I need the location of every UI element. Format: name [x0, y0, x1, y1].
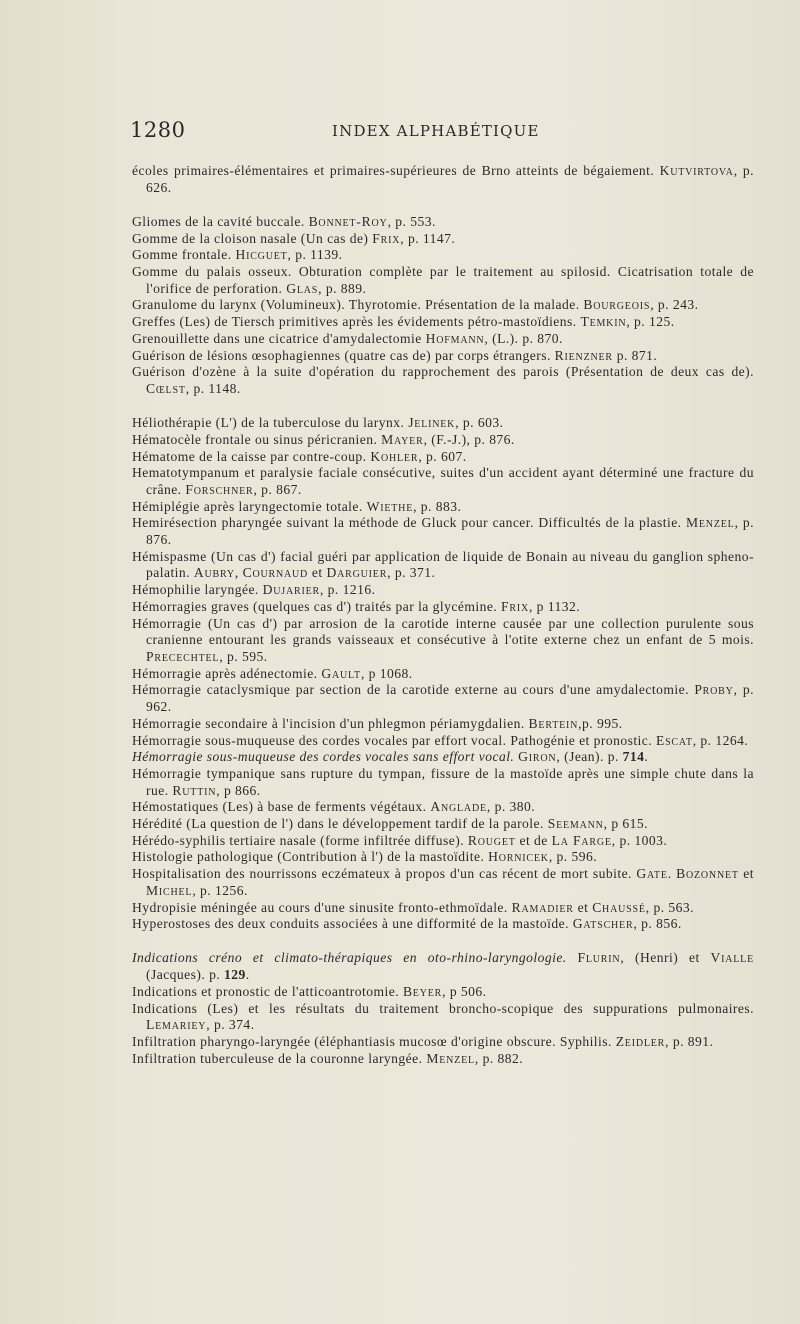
- index-entry: [132, 666, 754, 683]
- index-entry: [132, 163, 754, 196]
- index-entry: [132, 499, 754, 516]
- entry-text: , p. 596.: [548, 849, 598, 865]
- entry-text: Hémostatiques (Les) à base de ferments végétaux.: [132, 799, 431, 815]
- index-entry: [132, 916, 754, 933]
- entry-text: Hérédité (La question de l') dans le développement tardif de la parole.: [132, 816, 548, 832]
- entry-text: Infiltration tuberculeuse de la couronne laryngée.: [132, 1050, 427, 1066]
- entry-text: , p 1068.: [360, 665, 413, 681]
- author-name: Gate: [636, 866, 668, 882]
- entry-text: Gomme frontale.: [132, 247, 236, 263]
- author-name: Hofmann: [425, 330, 485, 346]
- entry-text: Hémorragie secondaire à l'incision d'un phlegmon périamygdalien.: [132, 715, 529, 731]
- entry-text: , p. 380.: [486, 799, 536, 815]
- entry-text: et: [573, 899, 593, 915]
- author-name: Jelinek: [408, 415, 456, 431]
- entry-text: , p. 1216.: [319, 582, 376, 598]
- entry-text: Hérédo-syphilis tertiaire nasale (forme infiltrée diffuse).: [132, 832, 468, 848]
- index-entry: [132, 733, 754, 750]
- author-name: Temkin: [580, 314, 627, 330]
- entry-text: Hémispasme (Un cas d') facial guéri par application de liquide de Bonain au niveau du ganglion spheno-palatin.: [132, 548, 754, 581]
- entry-text: Hematotympanum et paralysie faciale consécutive, suites d'un accident ayant déterminé une fracture du crâne.: [132, 465, 754, 497]
- index-entry: [132, 297, 754, 314]
- entry-text: ,: [234, 565, 243, 581]
- entry-text: , p. 1256.: [192, 882, 248, 898]
- author-name: Hicguet: [235, 247, 288, 263]
- author-name: Flurin: [577, 950, 621, 966]
- entry-text: Hémorragie cataclysmique par section de la carotide externe au cours d'une amydalectomie.: [132, 682, 695, 698]
- entry-text: .: [644, 749, 649, 765]
- entry-text: , p. 603.: [455, 415, 504, 431]
- entry-text: et: [308, 565, 327, 581]
- author-name: Ruttin: [172, 782, 217, 798]
- entry-text: , p. 607.: [418, 448, 467, 464]
- entry-text: , p 615.: [603, 816, 649, 832]
- entry-text: , p 1132.: [528, 598, 581, 614]
- running-title: INDEX ALPHABÉTIQUE: [332, 122, 540, 140]
- entry-text: , (F.-J.), p. 876.: [423, 431, 515, 447]
- index-entry: [132, 1051, 754, 1068]
- page-number: 1280: [130, 118, 186, 142]
- index-entry: [132, 432, 754, 449]
- entry-text: p. 871.: [612, 347, 658, 363]
- author-name: Escat: [655, 732, 693, 748]
- index-entry: [132, 264, 754, 297]
- entry-text: , p. 882.: [474, 1050, 524, 1066]
- author-name: Glas: [286, 280, 319, 296]
- entry-text: ,p. 995.: [578, 715, 623, 731]
- entry-text: Gomme de la cloison nasale (Un cas de): [132, 230, 373, 246]
- entry-text: Hospitalisation des nourrissons eczémateux à propos d'un cas récent de mort subite.: [132, 866, 637, 882]
- index-entry: [132, 599, 754, 616]
- entry-text: , (Jean). p.: [556, 749, 623, 765]
- page-header: [130, 118, 760, 150]
- entry-text: , p. 553.: [387, 213, 436, 229]
- entry-text: Indications et pronostic de l'atticoantrotomie.: [132, 983, 403, 999]
- entry-text: , p. 891.: [665, 1033, 714, 1049]
- index-entry: [132, 866, 754, 899]
- author-name: Cœlst: [146, 380, 186, 396]
- index-entry: [132, 1034, 754, 1051]
- author-name: Darguier: [326, 565, 388, 581]
- author-name: Menzel: [686, 515, 735, 531]
- author-name: Zeidler: [615, 1033, 666, 1049]
- author-name: Aubry: [193, 565, 235, 581]
- index-entry: [132, 415, 754, 432]
- entry-text: , p. 962.: [146, 682, 754, 715]
- entry-text: , p. 243.: [650, 297, 699, 313]
- author-name: Wiethe: [366, 498, 414, 514]
- index-entry: [132, 716, 754, 733]
- entry-text: , p. 125.: [626, 314, 675, 330]
- author-name: Vialle: [710, 950, 754, 966]
- index-entry: [132, 449, 754, 466]
- entry-text: , p. 1264.: [692, 732, 749, 748]
- entry-text: et de: [515, 832, 552, 848]
- index-section: [132, 214, 754, 398]
- index-entry: [132, 214, 754, 231]
- author-name: Gault: [321, 665, 361, 681]
- index-entry: [132, 515, 754, 548]
- entry-text: Indications (Les) et les résultats du traitement broncho-scopique des suppurations pulmonaires.: [132, 1000, 754, 1016]
- entry-text: Hémorragies graves (quelques cas d') traités par la glycémine.: [132, 598, 501, 614]
- entry-text: , p. 1139.: [287, 247, 343, 263]
- entry-text: , p. 867.: [253, 481, 302, 497]
- index-body: [132, 163, 754, 1085]
- entry-text: Hyperostoses des deux conduits associées à une difformité de la mastoïde.: [132, 916, 573, 932]
- author-name: Kutvirtova: [659, 163, 734, 178]
- index-entry: [132, 900, 754, 917]
- entry-text: Hémorragie (Un cas d') par arrosion de la carotide interne causée par une collection purulente sous cranienne entourant les grands vaisseaux et consécutive à l'otite externe chez un enfant de 5 mois.: [132, 615, 754, 648]
- index-entry: [132, 465, 754, 498]
- index-entry: [132, 682, 754, 715]
- index-entry: [132, 348, 754, 365]
- author-name: Mayer: [381, 431, 424, 447]
- entry-text: Gomme du palais osseux. Obturation complète par le traitement au spilosid. Cicatrisation totale de l'orifice de perforation.: [132, 264, 754, 296]
- index-entry: [132, 799, 754, 816]
- entry-text: Greffes (Les) de Tiersch primitives après les évidements pétro-mastoïdiens.: [132, 314, 581, 330]
- author-name: Seemann: [547, 816, 604, 832]
- author-name: Hornicek: [488, 849, 549, 865]
- entry-text: Granulome du larynx (Volumineux). Thyrotomie. Présentation de la malade.: [132, 297, 584, 313]
- author-name: La Farge: [551, 832, 612, 848]
- index-entry: [132, 582, 754, 599]
- author-name: Precechtel: [146, 648, 220, 664]
- author-name: Frix: [372, 230, 401, 246]
- index-entry: [132, 231, 754, 248]
- index-section: [132, 163, 754, 196]
- entry-text: (Jacques). p.: [146, 967, 225, 983]
- entry-text: , p. 1147.: [400, 230, 456, 246]
- index-section: [132, 950, 754, 1067]
- entry-text: , (L.). p. 870.: [484, 330, 563, 346]
- author-name: Forschner: [185, 481, 254, 497]
- entry-text: , p. 889.: [318, 280, 367, 296]
- index-entry: [132, 549, 754, 582]
- index-entry: [132, 364, 754, 397]
- entry-text: Hémophilie laryngée.: [132, 582, 263, 598]
- entry-text: , p. 856.: [633, 916, 682, 932]
- index-entry: [132, 1001, 754, 1034]
- author-name: Chaussé: [592, 899, 646, 915]
- author-name: Frix: [501, 598, 529, 614]
- author-name: Lemariey: [146, 1017, 207, 1033]
- index-entry: [132, 749, 754, 766]
- entry-text: Guérison d'ozène à la suite d'opération du rapprochement des parois (Présentation de deux cas de).: [132, 364, 754, 380]
- author-name: Cournaud: [242, 565, 309, 581]
- author-name: Giron: [518, 749, 557, 765]
- entry-text: , p. 1148.: [185, 380, 241, 396]
- index-entry: [132, 833, 754, 850]
- index-entry: [132, 849, 754, 866]
- entry-text: Hémorragie après adénectomie.: [132, 665, 322, 681]
- entry-text: , p. 876.: [146, 515, 754, 548]
- entry-text: , p 506.: [442, 983, 487, 999]
- entry-text: , p. 595.: [219, 648, 268, 664]
- author-name: Bertein: [528, 715, 579, 731]
- entry-text: , p. 374.: [206, 1017, 255, 1033]
- author-name: Rouget: [467, 832, 516, 848]
- entry-text: Hématocèle frontale ou sinus péricranien.: [132, 431, 382, 447]
- index-section: [132, 415, 754, 933]
- entry-text: Hydropisie méningée au cours d'une sinusite fronto-ethmoïdale.: [132, 899, 512, 915]
- entry-text: Infiltration pharyngo-laryngée (éléphantiasis mucosœ d'origine obscure. Syphilis.: [132, 1033, 616, 1049]
- author-name: Proby: [694, 682, 734, 698]
- entry-text: , (Henri) et: [620, 950, 711, 966]
- entry-text: , p. 1003.: [611, 832, 668, 848]
- entry-text: , p. 563.: [645, 899, 694, 915]
- entry-text: Héliothérapie (L') de la tuberculose du larynx.: [132, 415, 409, 431]
- author-name: Kohler: [370, 448, 419, 464]
- author-name: Dujarier: [262, 582, 320, 598]
- entry-text: Hémiplégie après laryngectomie totale.: [132, 498, 367, 514]
- entry-text: , p 866.: [216, 782, 261, 798]
- entry-text: Grenouillette dans une cicatrice d'amydalectomie: [132, 330, 426, 346]
- entry-text: , p. 883.: [413, 498, 462, 514]
- entry-text: écoles primaires-élémentaires et primaires-supérieures de Brno atteints de bégaiement.: [132, 163, 660, 178]
- index-entry: [132, 247, 754, 264]
- index-entry: [132, 766, 754, 799]
- author-name: Bozonnet: [676, 866, 739, 882]
- entry-text: Hémorragie sous-muqueuse des cordes vocales par effort vocal. Pathogénie et pronostic.: [132, 732, 656, 748]
- index-entry: [132, 616, 754, 666]
- author-name: Bourgeois: [583, 297, 651, 313]
- author-name: Rienzner: [554, 347, 613, 363]
- author-name: Beyer: [402, 983, 443, 999]
- entry-text: Histologie pathologique (Contribution à l') de la mastoïdite.: [132, 849, 489, 865]
- italic-title: Indications créno et climato-thérapiques en oto-rhino-laryngologie.: [132, 950, 578, 966]
- entry-text: Guérison de lésions œsophagiennes (quatre cas de) par corps étrangers.: [132, 347, 555, 363]
- entry-text: Hemirésection pharyngée suivant la méthode de Gluck pour cancer. Difficultés de la plastie.: [132, 515, 687, 531]
- page-reference: 714: [622, 749, 645, 765]
- author-name: Michel: [146, 882, 193, 898]
- author-name: Bonnet-Roy: [308, 213, 388, 229]
- entry-text: .: [667, 866, 677, 882]
- entry-text: Hémorragie tympanique sans rupture du tympan, fissure de la mastoïde après une simple chute dans la rue.: [132, 765, 754, 798]
- index-entry: [132, 331, 754, 348]
- entry-text: Hématome de la caisse par contre-coup.: [132, 448, 371, 464]
- author-name: Anglade: [430, 799, 487, 815]
- italic-title: Hémorragie sous-muqueuse des cordes vocales sans effort vocal.: [132, 749, 519, 765]
- index-entry: [132, 950, 754, 983]
- entry-text: , p. 371.: [387, 565, 436, 581]
- entry-text: et: [738, 866, 755, 882]
- index-entry: [132, 984, 754, 1001]
- entry-text: Gliomes de la cavité buccale.: [132, 213, 309, 229]
- entry-text: .: [245, 967, 250, 983]
- author-name: Menzel: [426, 1050, 475, 1066]
- author-name: Ramadier: [511, 899, 574, 915]
- page-reference: 129: [224, 967, 246, 983]
- entry-text: , p. 626.: [146, 163, 754, 195]
- index-entry: [132, 816, 754, 833]
- index-entry: [132, 314, 754, 331]
- author-name: Gatscher: [572, 916, 634, 932]
